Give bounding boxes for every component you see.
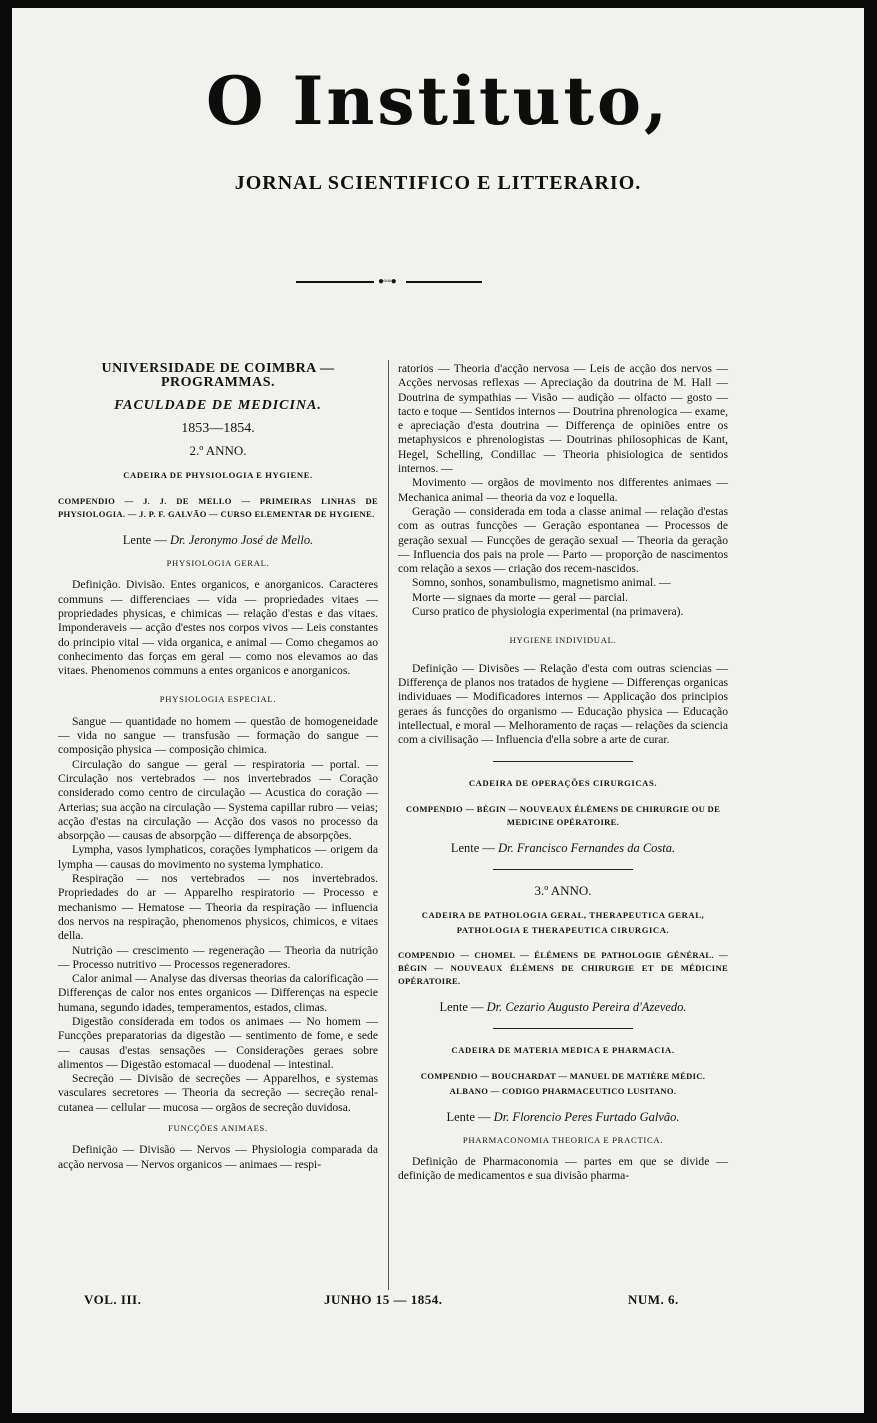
compendium: COMPENDIO — BÉGIN — NOUVEAUX ÉLÉMENS DE CHIRURGIE OU DE MEDICINE OPÉRATOIRE.	[405, 803, 721, 827]
paragraph: Digestão considerada em todos os animaes — No homem — Funcções preparatorias da digestão — sentimento de fome, e sede — causas d'estas sensações — Considerações geraes sobre alimentos — Digestão estomacal — duodenal — intestinal.	[58, 1014, 378, 1071]
lecturer	[398, 841, 728, 855]
paragraph: Definição. Divisão. Entes organicos, e anorganicos. Caracteres communs — differenciaes — vida — propriedades vitaes — propriedades physicas, e chimicas — relação d'estas e das vitaes. Imponderaveis — acção d'estes nos corpos vivos — Leis constantes do principio vital — vida organica, e animal — Como chegamos ao conhecimento das forças em geral — como nos elevamos ao das vitaes. Phenomenos communs a entes organicos e anorganicos.	[58, 578, 378, 678]
lecturer-label: Lente —	[446, 1109, 491, 1124]
section-heading: PHYSIOLOGIA GERAL.	[166, 558, 270, 569]
paragraph: Definição — Divisões — Relação d'esta com outras sciencias — Differença de planos nos tratados de hygiene — Differenças organicas individuaes — Modificadores internos — Applicação dos principios geraes ás funcções do organismo — Educação physica — Educação intellectual, e moral — Melhoramento de raças — relações da sciencia com a civilisação — Influencia d'ella sobre a arte de curar.	[398, 661, 728, 747]
divider	[493, 869, 633, 870]
year-of-study: 3.º ANNO.	[534, 883, 592, 899]
paragraph: Curso pratico de physiologia experimental (na primavera).	[412, 605, 684, 619]
academic-year: 1853—1854.	[181, 420, 255, 436]
course-heading: CADEIRA DE OPERAÇÕES CIRURGICAS.	[468, 778, 658, 789]
compendium: ALBANO — CODIGO PHARMACEUTICO LUSITANO.	[449, 1085, 677, 1096]
paragraph: Lympha, vasos lymphaticos, corações lymphaticos — origem da lympha — causas do movimento no systema lymphatico.	[58, 843, 378, 871]
compendium: COMPENDIO — BOUCHARDAT — MANUEL DE MATIÈRE MÉDIC.	[420, 1070, 706, 1081]
left-column	[58, 362, 378, 1172]
compendium: COMPENDIO — J. J. DE MELLO — PRIMEIRAS LINHAS DE PHYSIOLOGIA. — J. P. F. GALVÃO — CURSO ELEMENTAR DE HYGIENE.	[58, 495, 378, 519]
university-heading: UNIVERSIDADE DE COIMBRA — PROGRAMMAS.	[101, 361, 335, 391]
lecturer	[398, 1000, 728, 1014]
paragraph: ratorios — Theoria d'acção nervosa — Leis de acção dos nervos — Acções nervosas reflexas — Apreciação da doutrina de M. Hall — Doutrina de sympathias — Visão — audição — olfacto — gosto — tacto e toque — Sentidos internos — Doutrina phrenologica — exame, e apreciação d'esta doutrina — Differença de opiniões entre os metaphysicos e phrenologistas — Doutrinas philosophicas de Kant, Hegel, Schelling, Condillac — Theoria phisiologica de sentidos internos. —	[398, 362, 728, 476]
paragraph: Definição de Pharmaconomia — partes em que se divide — definição de medicamentos e sua divisão pharma-	[398, 1155, 728, 1183]
paragraph: Circulação do sangue — geral — respiratoria — portal. — Circulação nos vertebrados — nos invertebrados — Coração considerado como centro de circulação — Acustica do coração — Arterias; sua acção na circulação — Systema capillar rubro — veias; acção d'estas na circulação — Acção dos vasos no processo da absorpção — causas de absorpção — differença de absorpções.	[58, 757, 378, 843]
lecturer-label: Lente —	[450, 840, 495, 855]
course-heading: CADEIRA DE PHYSIOLOGIA E HYGIENE.	[123, 470, 313, 481]
issue-number: NUM. 6.	[628, 1292, 679, 1307]
paragraph: Calor animal — Analyse das diversas theorias da calorificação — Differenças de calor nos entes organicos — Differenças na especie humana, segundo idades, temperamentos, estados, climas.	[58, 972, 378, 1014]
paragraph: Definição — Divisão — Nervos — Physiologia comparada da acção nervosa — Nervos organicos — animaes — respi-	[58, 1143, 378, 1171]
divider	[493, 1028, 633, 1029]
volume-number: VOL. III.	[84, 1292, 142, 1307]
lecturer	[58, 533, 378, 547]
lecturer-name: Dr. Jeronymo José de Mello.	[169, 532, 314, 547]
column-divider	[388, 360, 389, 1290]
course-heading: CADEIRA DE MATERIA MEDICA E PHARMACIA.	[451, 1045, 675, 1056]
right-column	[398, 362, 728, 1184]
section-heading: HYGIENE INDIVIDUAL.	[509, 635, 617, 646]
paragraph: Secreção — Divisão de secreções — Apparelhos, e systemas vasculares secretores — Theoria da secreção — secreção renal-cutanea — cellular — mucosa — orgãos de secreção duvidosa.	[58, 1072, 378, 1114]
lecturer-name: Dr. Florencio Peres Furtado Galvão.	[493, 1109, 680, 1124]
course-heading: CADEIRA DE PATHOLOGIA GERAL, THERAPEUTICA GERAL, PATHOLOGIA E THERAPEUTICA CIRURGICA.	[421, 910, 705, 935]
paragraph: Morte — signaes da morte — geral — parcial.	[412, 590, 629, 604]
issue-date: JUNHO 15 — 1854.	[324, 1292, 443, 1307]
section-heading: FUNCÇÕES ANIMAES.	[168, 1123, 268, 1134]
journal-subtitle: JORNAL SCIENTIFICO E LITTERARIO.	[234, 172, 642, 194]
ornament-icon: ●◦◦◦●	[378, 276, 396, 287]
masthead	[12, 62, 864, 195]
lecturer-name: Dr. Cezario Augusto Pereira d'Azevedo.	[486, 999, 687, 1014]
lecturer-name: Dr. Francisco Fernandes da Costa.	[498, 840, 676, 855]
ornament-divider	[296, 276, 482, 288]
divider	[493, 761, 633, 762]
journal-title: O Instituto,	[205, 62, 670, 140]
paragraph: Geração — considerada em toda a classe animal — relação d'estas com as outras funcções — Geração espontanea — Processos de geração sexual — Funcções de geração sexual — Theoria da geração — Influencia dos pais na prole — Parto — proporção de nascimentos com relação a sexos — criação dos recem-nascidos.	[398, 504, 728, 576]
paragraph: Respiração — nos vertebrados — nos invertebrados. Propriedades do ar — Apparelho respiratorio — Processo e mechanismo — Hematose — Theoria da respiração — influencia dos nervos na respiração, phenomenos physicos, chimicos, e vitaes della.	[58, 872, 378, 943]
year-of-study: 2.º ANNO.	[189, 443, 247, 459]
section-heading: PHARMACONOMIA THEORICA E PRACTICA.	[462, 1134, 664, 1145]
compendium: COMPENDIO — CHOMEL — ÉLÉMENS DE PATHOLOGIE GÉNÉRAL. — BÉGIN — NOUVEAUX ÉLÉMENS DE CHIRURGIE ET DE MÉDICINE OPÉRATOIRE.	[398, 949, 728, 986]
lecturer-label: Lente —	[122, 532, 167, 547]
paragraph: Sangue — quantidade no homem — questão de homogeneidade — vida no sangue — transfusão — formação do sangue — composição physica — composição chimica.	[58, 714, 378, 757]
section-heading: PHYSIOLOGIA ESPECIAL.	[159, 694, 277, 705]
paragraph: Movimento — orgãos de movimento nos differentes animaes — Mechanica animal — theoria da voz e loquella.	[398, 476, 728, 504]
faculty-heading: FACULDADE DE MEDICINA.	[114, 397, 322, 413]
paragraph: Nutrição — crescimento — regeneração — Theoria da nutrição — Processo nutritivo — Processos regeneradores.	[58, 943, 378, 971]
newspaper-page	[12, 8, 864, 1413]
lecturer	[398, 1110, 728, 1124]
lecturer-label: Lente —	[439, 999, 484, 1014]
paragraph: Somno, sonhos, sonambulismo, magnetismo animal. —	[412, 576, 671, 590]
